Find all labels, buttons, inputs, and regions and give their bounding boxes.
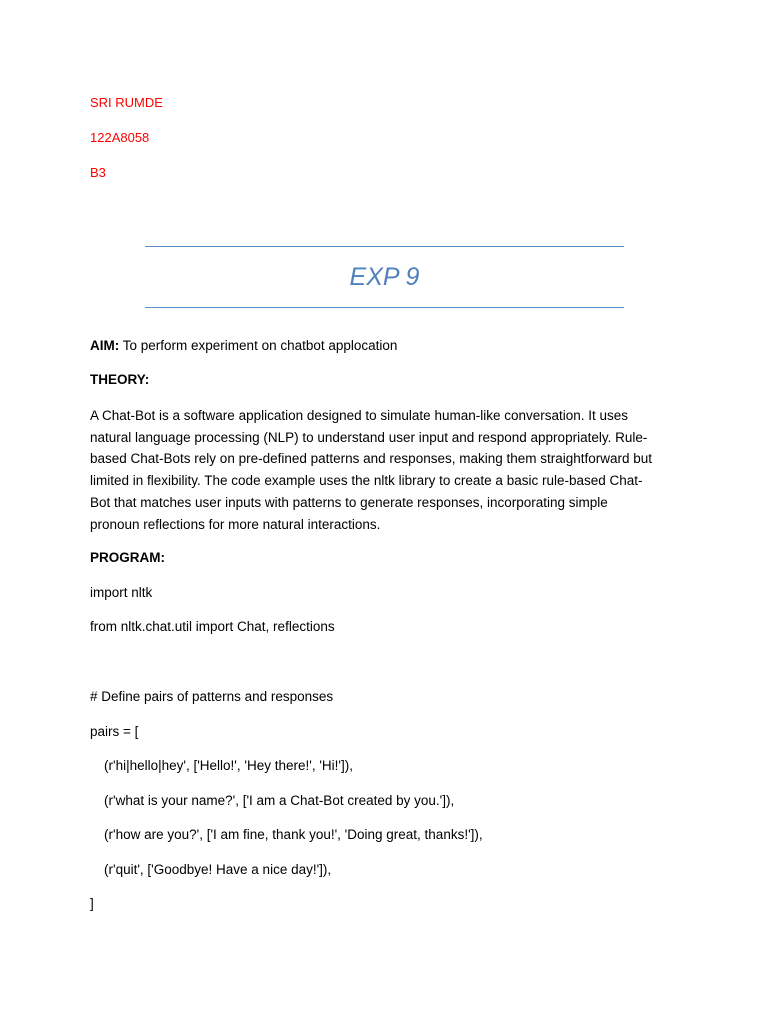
batch: B3 bbox=[90, 165, 106, 180]
aim-text: To perform experiment on chatbot applocation bbox=[122, 338, 398, 353]
title-rule-bottom bbox=[145, 307, 624, 308]
theory-line: Bot that matches user inputs with patterns to generate responses, incorporating simple bbox=[90, 494, 608, 510]
code-line: (r'what is your name?', ['I am a Chat-Bot created by you.']), bbox=[104, 793, 455, 808]
author-name: SRI RUMDE bbox=[90, 95, 163, 110]
code-line: pairs = [ bbox=[90, 724, 139, 739]
title-rule-top bbox=[145, 246, 624, 247]
theory-heading: THEORY: bbox=[90, 372, 150, 387]
page-title: EXP 9 bbox=[349, 263, 420, 291]
code-line: (r'hi|hello|hey', ['Hello!', 'Hey there!', 'Hi!']), bbox=[104, 758, 353, 773]
code-line: from nltk.chat.util import Chat, reflections bbox=[90, 619, 335, 634]
aim-label: AIM: bbox=[90, 338, 120, 353]
theory-line: based Chat-Bots rely on pre-defined patterns and responses, making them straightforward but bbox=[90, 451, 653, 467]
code-line: ] bbox=[90, 896, 94, 911]
theory-paragraph bbox=[90, 405, 675, 535]
theory-line: limited in flexibility. The code example uses the nltk library to create a basic rule-based Chat- bbox=[90, 473, 643, 489]
theory-line: pronoun reflections for more natural interactions. bbox=[90, 516, 381, 532]
theory-line: A Chat-Bot is a software application designed to simulate human-like conversation. It uses bbox=[90, 408, 629, 423]
code-line: (r'how are you?', ['I am fine, thank you!', 'Doing great, thanks!']), bbox=[104, 827, 483, 842]
aim-line bbox=[90, 337, 397, 355]
code-comment: # Define pairs of patterns and responses bbox=[90, 689, 334, 704]
code-line: (r'quit', ['Goodbye! Have a nice day!']), bbox=[104, 862, 332, 877]
program-heading: PROGRAM: bbox=[90, 550, 165, 565]
code-line: import nltk bbox=[90, 585, 153, 600]
roll-number: 122A8058 bbox=[90, 130, 150, 145]
theory-line: natural language processing (NLP) to understand user input and respond appropriately. Rule- bbox=[90, 429, 648, 445]
